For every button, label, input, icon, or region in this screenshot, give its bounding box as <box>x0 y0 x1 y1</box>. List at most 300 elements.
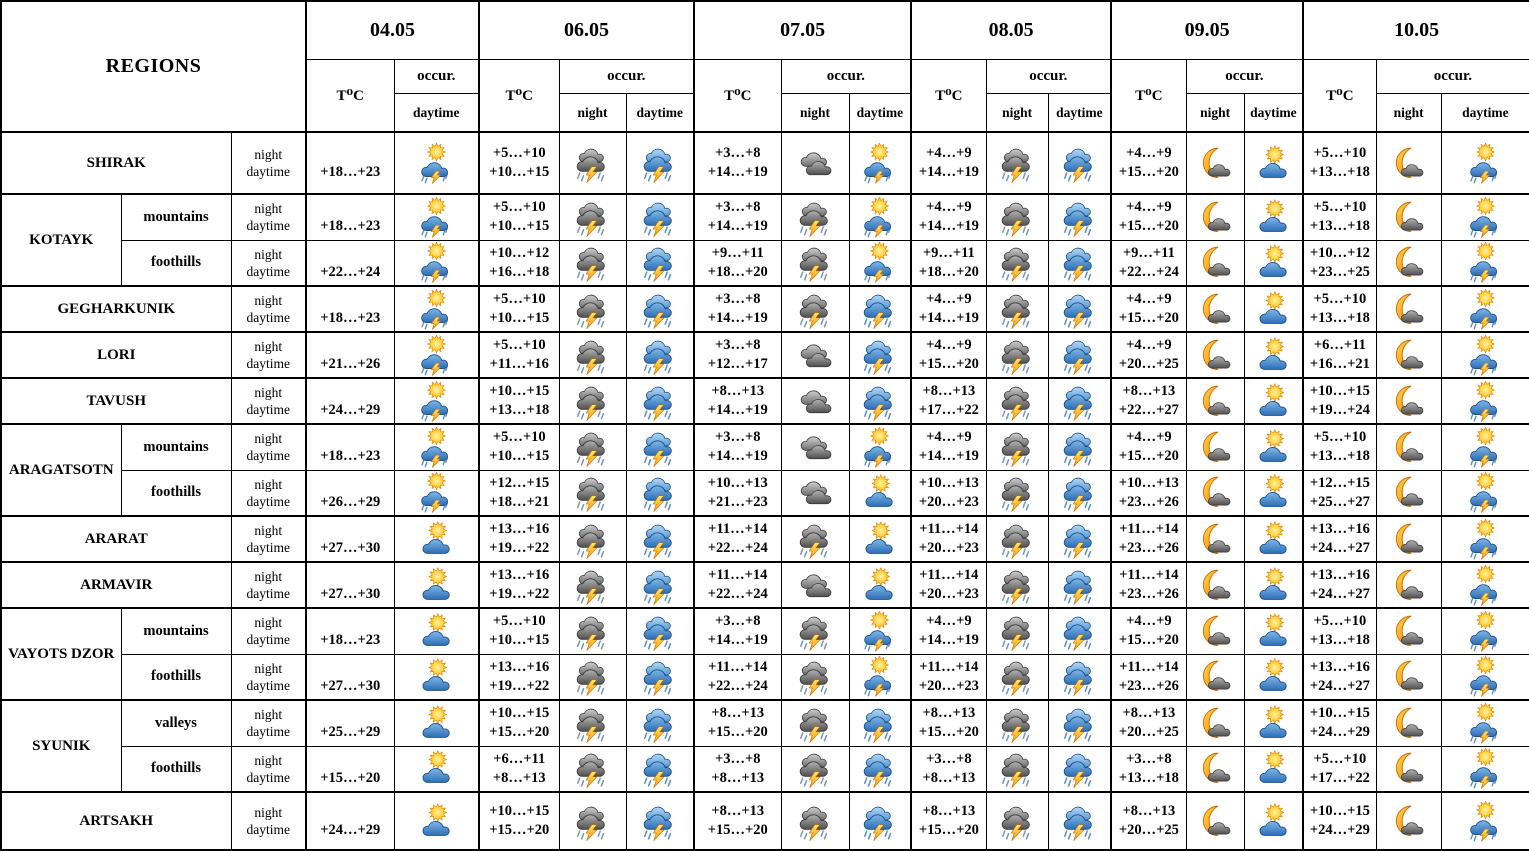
temperature-value: +9…+11 <box>922 244 975 261</box>
empty-night-temperature <box>307 704 394 723</box>
temperature-value: +11…+14 <box>708 567 768 583</box>
dark-cloud-thunder-rain-icon <box>997 656 1038 697</box>
sun-behind-cloud-icon <box>1253 611 1294 652</box>
temperature-cell <box>1111 424 1186 470</box>
temperature-cell <box>1303 700 1376 746</box>
daytime-row-label: daytime <box>246 586 290 601</box>
temperature-cell <box>306 378 394 424</box>
table-row <box>1 194 1529 240</box>
temperature-value: +11…+14 <box>708 658 768 675</box>
temperature-value: +4…+9 <box>926 613 972 630</box>
temperature-value: +8…+13 <box>922 705 976 722</box>
daytime-occurrence-cell <box>1048 608 1111 654</box>
temperature-cell <box>911 332 986 378</box>
sun-cloud-thunder-rain-icon <box>416 197 457 238</box>
temperature-cell <box>911 562 986 608</box>
table-row <box>1 700 1529 746</box>
temperature-value: +14…+19 <box>918 218 979 235</box>
temperature-value: +18…+23 <box>320 164 381 180</box>
night-occurrence-cell <box>986 240 1048 286</box>
night-occurrence-cell <box>1376 378 1441 424</box>
temperature-value: +18…+23 <box>320 632 381 649</box>
daytime-occurrence-cell <box>626 470 694 516</box>
night-occurrence-cell <box>1376 700 1441 746</box>
night-row-label: night <box>254 147 283 162</box>
moon-behind-cloud-icon <box>1195 143 1236 184</box>
temperature-cell <box>306 424 394 470</box>
temperature-value: +15…+20 <box>1118 218 1179 235</box>
temperature-cell <box>1111 194 1186 240</box>
time-labels-cell <box>231 654 306 700</box>
temperature-value: +15…+20 <box>1118 448 1179 465</box>
temperature-value: +10…+15 <box>489 632 550 649</box>
dark-clouds-icon <box>795 472 836 513</box>
temperature-value: +24…+29 <box>320 822 381 838</box>
empty-night-temperature <box>307 290 394 309</box>
sun-behind-cloud-icon <box>416 611 457 652</box>
dark-cloud-thunder-rain-icon <box>997 565 1038 606</box>
night-header: night <box>1376 94 1441 133</box>
sun-behind-cloud-icon <box>416 565 457 606</box>
temperature-value: +12…+15 <box>1309 474 1370 491</box>
region-name: GEGHARKUNIK <box>57 301 175 317</box>
dark-cloud-thunder-rain-icon <box>572 611 613 652</box>
daytime-occurrence-cell <box>849 654 911 700</box>
sun-cloud-thunder-rain-icon <box>1465 801 1506 842</box>
temperature-value: +10…+13 <box>707 474 768 491</box>
daytime-occurrence-cell <box>1048 132 1111 194</box>
temperature-value: +13…+18 <box>1309 632 1370 649</box>
temperature-value: +15…+20 <box>489 724 550 741</box>
daytime-header: daytime <box>626 94 694 133</box>
moon-behind-cloud-icon <box>1195 748 1236 789</box>
night-occurrence-cell <box>1376 332 1441 378</box>
temperature-cell <box>479 286 559 332</box>
moon-behind-cloud-icon <box>1388 427 1429 468</box>
night-occurrence-cell <box>986 562 1048 608</box>
moon-behind-cloud-icon <box>1388 703 1429 744</box>
time-labels-cell <box>231 132 306 194</box>
sun-behind-cloud-icon <box>1253 289 1294 330</box>
daytime-row-label: daytime <box>246 677 290 693</box>
region-cell <box>1 516 231 562</box>
night-occurrence-cell <box>559 332 626 378</box>
temperature-cell <box>1303 654 1376 700</box>
dark-cloud-thunder-rain-icon <box>997 748 1038 789</box>
sun-behind-cloud-icon <box>1253 242 1294 283</box>
daytime-row-label: daytime <box>246 632 290 648</box>
temperature-cell <box>694 286 781 332</box>
temperature-cell <box>306 516 394 562</box>
blue-cloud-thunder-rain-icon <box>1059 611 1100 652</box>
temperature-value: +23…+26 <box>1118 677 1179 694</box>
night-occurrence-cell <box>559 700 626 746</box>
blue-cloud-thunder-rain-icon <box>1059 143 1100 184</box>
temperature-value: +15…+20 <box>320 769 381 786</box>
night-occurrence-cell <box>986 424 1048 470</box>
daytime-header: daytime <box>1244 94 1303 133</box>
night-occurrence-cell <box>1186 424 1244 470</box>
sun-cloud-thunder-rain-icon <box>416 427 457 468</box>
temperature-cell <box>911 792 986 850</box>
daytime-occurrence-cell <box>626 332 694 378</box>
temperature-value: +8…+13 <box>1122 705 1176 722</box>
blue-cloud-thunder-rain-icon <box>639 427 680 468</box>
temperature-cell <box>911 240 986 286</box>
temperature-value: +11…+14 <box>1119 567 1179 583</box>
night-occurrence-cell <box>781 424 849 470</box>
temperature-cell <box>694 240 781 286</box>
temperature-cell <box>1111 240 1186 286</box>
temperature-value: +11…+14 <box>919 658 979 675</box>
temperature-value: +14…+19 <box>918 310 979 326</box>
subregion-name: valleys <box>155 714 197 731</box>
occurrence-header: occur. <box>559 60 694 94</box>
night-occurrence-cell <box>1186 792 1244 850</box>
blue-cloud-thunder-rain-icon <box>639 289 680 330</box>
daytime-occurrence-cell <box>1441 608 1529 654</box>
daytime-occurrence-cell <box>849 700 911 746</box>
temperature-cell <box>306 654 394 700</box>
temperature-value: +18…+20 <box>707 263 768 280</box>
temperature-cell <box>306 194 394 240</box>
daytime-row-label: daytime <box>246 769 290 785</box>
subregion-name: foothills <box>151 484 201 501</box>
night-occurrence-cell <box>781 608 849 654</box>
blue-cloud-thunder-rain-icon <box>859 335 900 376</box>
dark-clouds-icon <box>795 381 836 422</box>
sun-behind-cloud-icon <box>859 472 900 513</box>
temperature-cell <box>479 470 559 516</box>
temperature-cell <box>911 132 986 194</box>
daytime-header: daytime <box>1441 94 1529 133</box>
sun-behind-cloud-icon <box>1253 748 1294 789</box>
subregion-cell <box>121 424 231 470</box>
table-row <box>1 240 1529 286</box>
night-occurrence-cell <box>1186 286 1244 332</box>
dark-cloud-thunder-rain-icon <box>795 748 836 789</box>
daytime-occurrence-cell <box>849 378 911 424</box>
temperature-value: +8…+13 <box>922 769 976 786</box>
daytime-occurrence-cell <box>394 700 479 746</box>
blue-cloud-thunder-rain-icon <box>1059 748 1100 789</box>
date-header: 09.05 <box>1111 1 1303 60</box>
daytime-occurrence-cell <box>394 470 479 516</box>
night-occurrence-cell <box>986 746 1048 792</box>
night-occurrence-cell <box>781 332 849 378</box>
daytime-occurrence-cell <box>849 132 911 194</box>
dark-cloud-thunder-rain-icon <box>572 703 613 744</box>
blue-cloud-thunder-rain-icon <box>859 801 900 842</box>
temperature-value: +27…+30 <box>320 540 381 556</box>
temperature-value: +10…+15 <box>489 803 550 819</box>
night-occurrence-cell <box>1376 424 1441 470</box>
daytime-occurrence-cell <box>1441 286 1529 332</box>
temperature-value: +21…+23 <box>707 493 768 510</box>
daytime-occurrence-cell <box>1048 470 1111 516</box>
temperature-value: +22…+24 <box>320 263 381 280</box>
night-occurrence-cell <box>1376 654 1441 700</box>
night-occurrence-cell <box>1186 700 1244 746</box>
temperature-cell <box>1303 792 1376 850</box>
sun-behind-cloud-icon <box>1253 703 1294 744</box>
temperature-value: +9…+11 <box>711 244 764 261</box>
temperature-value: +22…+24 <box>707 540 768 556</box>
night-occurrence-cell <box>559 792 626 850</box>
temperature-cell <box>1303 332 1376 378</box>
region-name: LORI <box>97 347 136 363</box>
temperature-value: +5…+10 <box>1313 145 1367 161</box>
temperature-value: +22…+24 <box>707 677 768 694</box>
sun-cloud-thunder-rain-icon <box>859 143 900 184</box>
daytime-occurrence-cell <box>1244 746 1303 792</box>
temperature-cell <box>306 470 394 516</box>
table-row <box>1 792 1529 850</box>
temperature-value: +4…+9 <box>1126 199 1172 216</box>
temperature-value: +10…+15 <box>1309 383 1370 399</box>
temperature-cell <box>1303 132 1376 194</box>
daytime-occurrence-cell <box>394 792 479 850</box>
blue-cloud-thunder-rain-icon <box>639 611 680 652</box>
blue-cloud-thunder-rain-icon <box>1059 381 1100 422</box>
dark-cloud-thunder-rain-icon <box>997 143 1038 184</box>
empty-night-temperature <box>307 750 394 769</box>
night-occurrence-cell <box>1376 608 1441 654</box>
temperature-value: +17…+22 <box>918 402 979 418</box>
blue-cloud-thunder-rain-icon <box>639 748 680 789</box>
sun-behind-cloud-icon <box>1253 565 1294 606</box>
temperature-cell <box>479 378 559 424</box>
night-occurrence-cell <box>986 608 1048 654</box>
temperature-value: +20…+25 <box>1118 822 1179 838</box>
temperature-value: +24…+29 <box>320 402 381 418</box>
region-name: ARAGATSOTN <box>8 462 114 478</box>
daytime-occurrence-cell <box>626 286 694 332</box>
temperature-value: +19…+22 <box>489 677 550 694</box>
daytime-occurrence-cell <box>1441 378 1529 424</box>
temperature-value: +13…+16 <box>489 658 550 675</box>
temperature-value: +8…+13 <box>922 383 976 399</box>
dark-cloud-thunder-rain-icon <box>795 197 836 238</box>
sun-behind-cloud-icon <box>1253 472 1294 513</box>
moon-behind-cloud-icon <box>1388 381 1429 422</box>
temperature-cell <box>479 608 559 654</box>
daytime-occurrence-cell <box>1048 792 1111 850</box>
subregion-cell <box>121 608 231 654</box>
moon-behind-cloud-icon <box>1195 427 1236 468</box>
night-occurrence-cell <box>1186 332 1244 378</box>
blue-cloud-thunder-rain-icon <box>639 703 680 744</box>
night-occurrence-cell <box>986 286 1048 332</box>
night-occurrence-cell <box>559 132 626 194</box>
temperature-header: T⁰C <box>1303 60 1376 133</box>
temperature-header: T⁰C <box>479 60 559 133</box>
temperature-cell <box>911 516 986 562</box>
night-occurrence-cell <box>1186 654 1244 700</box>
temperature-cell <box>694 516 781 562</box>
temperature-cell <box>479 194 559 240</box>
sun-cloud-thunder-rain-icon <box>1465 427 1506 468</box>
dark-cloud-thunder-rain-icon <box>997 289 1038 330</box>
sun-behind-cloud-icon <box>1253 143 1294 184</box>
daytime-row-label: daytime <box>246 540 290 555</box>
temperature-value: +4…+9 <box>926 337 972 353</box>
night-occurrence-cell <box>1186 608 1244 654</box>
temperature-value: +3…+8 <box>715 750 761 767</box>
temperature-value: +8…+13 <box>711 383 765 399</box>
temperature-value: +8…+13 <box>711 769 765 786</box>
daytime-occurrence-cell <box>394 194 479 240</box>
daytime-occurrence-cell <box>1048 286 1111 332</box>
temperature-value: +10…+12 <box>489 244 550 261</box>
dates-header-row <box>1 1 1529 60</box>
time-labels-cell <box>231 240 306 286</box>
sun-cloud-thunder-rain-icon <box>859 611 900 652</box>
subregion-name: mountains <box>143 438 209 455</box>
sun-cloud-thunder-rain-icon <box>416 381 457 422</box>
occurrence-header: occur. <box>1376 60 1529 94</box>
temperature-cell <box>306 286 394 332</box>
occurrence-header: occur. <box>394 60 479 94</box>
temperature-cell <box>911 286 986 332</box>
temperature-value: +4…+9 <box>1126 613 1172 630</box>
table-row <box>1 654 1529 700</box>
region-cell <box>1 700 121 792</box>
temperature-value: +14…+19 <box>707 402 768 418</box>
temperature-cell <box>694 608 781 654</box>
temperature-value: +3…+8 <box>926 750 972 767</box>
moon-behind-cloud-icon <box>1388 611 1429 652</box>
daytime-occurrence-cell <box>626 378 694 424</box>
temperature-cell <box>479 792 559 850</box>
blue-cloud-thunder-rain-icon <box>1059 472 1100 513</box>
dark-cloud-thunder-rain-icon <box>795 656 836 697</box>
temperature-value: +10…+15 <box>489 705 550 722</box>
sun-cloud-thunder-rain-icon <box>416 472 457 513</box>
night-row-label: night <box>254 523 283 538</box>
night-header: night <box>559 94 626 133</box>
temperature-value: +10…+15 <box>489 218 550 235</box>
night-occurrence-cell <box>781 378 849 424</box>
daytime-occurrence-cell <box>849 332 911 378</box>
subregion-name: mountains <box>143 208 209 225</box>
temperature-value: +4…+9 <box>1126 291 1172 307</box>
temperature-value: +13…+16 <box>1309 567 1370 583</box>
temperature-value: +3…+8 <box>1126 750 1172 767</box>
region-cell <box>1 132 231 194</box>
temperature-value: +3…+8 <box>715 291 761 307</box>
blue-cloud-thunder-rain-icon <box>859 748 900 789</box>
temperature-value: +10…+15 <box>489 310 550 326</box>
daytime-row-label: daytime <box>246 218 290 234</box>
daytime-occurrence-cell <box>626 608 694 654</box>
region-cell <box>1 792 231 850</box>
temperature-value: +20…+25 <box>1118 356 1179 372</box>
temperature-cell <box>1303 194 1376 240</box>
region-name: KOTAYK <box>29 232 94 248</box>
sun-behind-cloud-icon <box>1253 197 1294 238</box>
blue-cloud-thunder-rain-icon <box>1059 565 1100 606</box>
moon-behind-cloud-icon <box>1388 242 1429 283</box>
temperature-value: +13…+18 <box>1309 448 1370 465</box>
temperature-value: +13…+18 <box>1309 310 1370 326</box>
temperature-cell <box>306 240 394 286</box>
sun-behind-cloud-icon <box>859 519 900 560</box>
daytime-occurrence-cell <box>1441 746 1529 792</box>
night-occurrence-cell <box>1376 792 1441 850</box>
temperature-value: +15…+20 <box>707 724 768 741</box>
temperature-value: +19…+22 <box>489 540 550 556</box>
daytime-occurrence-cell <box>626 792 694 850</box>
temperature-value: +15…+20 <box>1118 310 1179 326</box>
daytime-occurrence-cell <box>1441 562 1529 608</box>
daytime-occurrence-cell <box>394 562 479 608</box>
table-row <box>1 132 1529 194</box>
time-labels-cell <box>231 424 306 470</box>
night-row-label: night <box>254 246 283 262</box>
night-occurrence-cell <box>1186 516 1244 562</box>
temperature-value: +14…+19 <box>918 632 979 649</box>
sun-behind-cloud-icon <box>1253 656 1294 697</box>
temperature-value: +20…+25 <box>1118 724 1179 741</box>
sun-behind-cloud-icon <box>1253 381 1294 422</box>
moon-behind-cloud-icon <box>1195 242 1236 283</box>
daytime-occurrence-cell <box>1048 654 1111 700</box>
temperature-value: +12…+17 <box>707 356 768 372</box>
daytime-occurrence-cell <box>849 470 911 516</box>
regions-header: REGIONS <box>1 1 306 132</box>
sun-cloud-thunder-rain-icon <box>416 289 457 330</box>
daytime-occurrence-cell <box>849 286 911 332</box>
daytime-occurrence-cell <box>1441 516 1529 562</box>
temperature-value: +18…+23 <box>320 448 381 465</box>
empty-night-temperature <box>307 612 394 631</box>
temperature-value: +24…+27 <box>1309 540 1370 556</box>
daytime-occurrence-cell <box>1441 194 1529 240</box>
temperature-value: +4…+9 <box>1126 337 1172 353</box>
daytime-occurrence-cell <box>1048 194 1111 240</box>
sun-behind-cloud-icon <box>416 748 457 789</box>
table-row <box>1 378 1529 424</box>
daytime-occurrence-cell <box>1441 132 1529 194</box>
sun-cloud-thunder-rain-icon <box>1465 289 1506 330</box>
temperature-value: +16…+21 <box>1309 356 1370 372</box>
subregion-name: foothills <box>151 760 201 777</box>
night-occurrence-cell <box>986 194 1048 240</box>
night-occurrence-cell <box>986 516 1048 562</box>
temperature-value: +25…+27 <box>1309 493 1370 510</box>
night-row-label: night <box>254 660 283 676</box>
temperature-cell <box>306 332 394 378</box>
temperature-cell <box>694 700 781 746</box>
sun-behind-cloud-icon <box>1253 801 1294 842</box>
night-occurrence-cell <box>1376 746 1441 792</box>
temperature-cell <box>1111 746 1186 792</box>
date-header: 10.05 <box>1303 1 1529 60</box>
date-header: 06.05 <box>479 1 694 60</box>
night-occurrence-cell <box>781 792 849 850</box>
daytime-occurrence-cell <box>1244 700 1303 746</box>
daytime-occurrence-cell <box>849 746 911 792</box>
dark-clouds-icon <box>795 143 836 184</box>
daytime-occurrence-cell <box>626 194 694 240</box>
time-labels-cell <box>231 746 306 792</box>
night-occurrence-cell <box>1186 194 1244 240</box>
temperature-cell <box>911 654 986 700</box>
night-occurrence-cell <box>559 654 626 700</box>
blue-cloud-thunder-rain-icon <box>1059 335 1100 376</box>
daytime-occurrence-cell <box>626 562 694 608</box>
